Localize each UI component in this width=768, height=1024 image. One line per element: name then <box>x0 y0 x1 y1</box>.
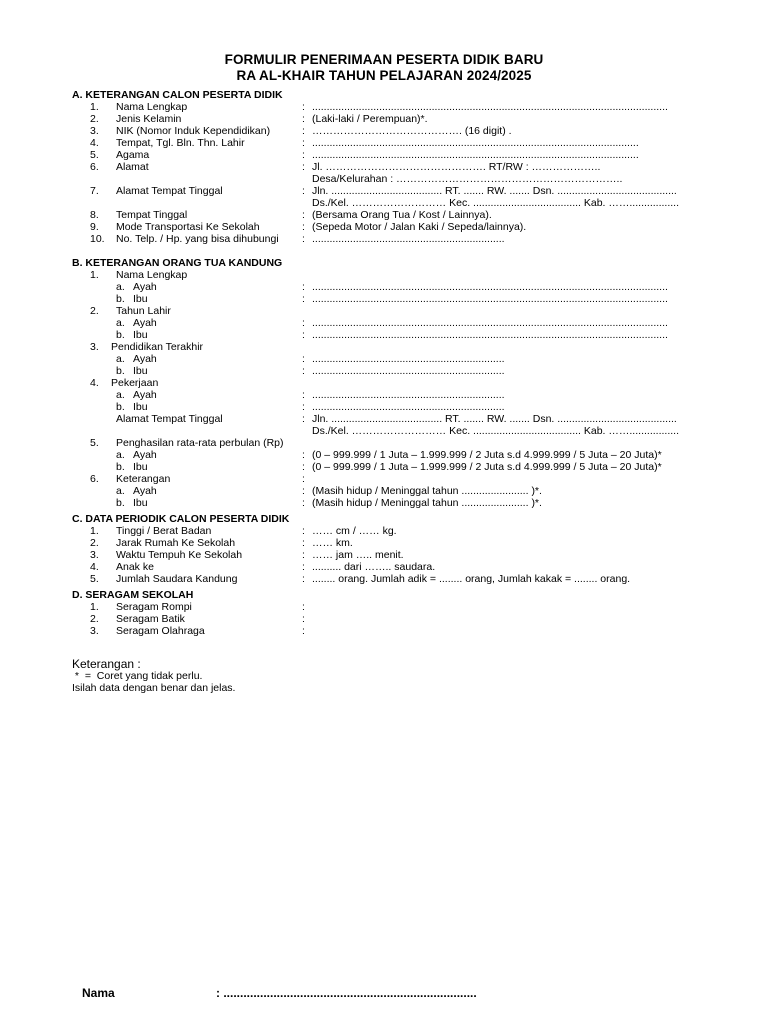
colon-separator: : <box>302 149 305 161</box>
field-label: Ibu <box>133 293 148 305</box>
row-number: 3. <box>90 341 99 353</box>
colon-separator: : <box>302 101 305 113</box>
field-label: Nama Lengkap <box>116 101 188 113</box>
row-number: 1. <box>90 269 99 281</box>
field-label: Alamat Tempat Tinggal <box>116 413 223 425</box>
sub-number: a. <box>116 353 125 365</box>
field-value[interactable]: ........ orang. Jumlah adik = ........ orang, Jumlah kakak = ........ orang. <box>312 573 631 585</box>
colon-separator: : <box>302 233 305 245</box>
row-number: 3. <box>90 549 99 561</box>
field-label: Ayah <box>133 353 157 365</box>
colon-separator: : <box>302 497 305 509</box>
row-number: 7. <box>90 185 99 197</box>
field-value[interactable]: (Masih hidup / Meninggal tahun ....................... )*. <box>312 497 542 509</box>
row-number: 3. <box>90 625 99 637</box>
row-number: 4. <box>90 561 99 573</box>
colon-separator: : <box>302 125 305 137</box>
colon-separator: : <box>302 561 305 573</box>
field-label: Seragam Olahraga <box>116 625 205 637</box>
field-value[interactable]: (Bersama Orang Tua / Kost / Lainnya). <box>312 209 492 221</box>
field-value[interactable]: .................................................................. <box>312 389 505 401</box>
row-number: 3. <box>90 125 99 137</box>
field-label: No. Telp. / Hp. yang bisa dihubungi <box>116 233 279 245</box>
field-value[interactable]: …… km. <box>312 537 353 549</box>
field-label: Jarak Rumah Ke Sekolah <box>116 537 236 549</box>
field-value[interactable]: .......................................................................................................................... <box>312 329 668 341</box>
colon-separator: : <box>302 293 305 305</box>
field-label: Keterangan <box>116 473 171 485</box>
sub-number: a. <box>116 281 125 293</box>
row-number: 5. <box>90 437 99 449</box>
field-label: Seragam Batik <box>116 613 185 625</box>
field-label: Ayah <box>133 485 157 497</box>
field-label: NIK (Nomor Induk Kependidikan) <box>116 125 271 137</box>
field-value[interactable]: .................................................................. <box>312 353 505 365</box>
sub-number: b. <box>116 365 125 377</box>
form-title: FORMULIR PENERIMAAN PESERTA DIDIK BARU <box>224 52 544 67</box>
notes-heading: Keterangan : <box>72 657 141 671</box>
field-value[interactable]: (Masih hidup / Meninggal tahun ....................... )*. <box>312 485 542 497</box>
form-subtitle: RA AL-KHAIR TAHUN PELAJARAN 2024/2025 <box>236 68 532 83</box>
colon-separator: : <box>302 601 305 613</box>
colon-separator: : <box>302 113 305 125</box>
row-number: 2. <box>90 113 99 125</box>
sub-number: a. <box>116 485 125 497</box>
colon-separator: : <box>302 329 305 341</box>
field-label: Seragam Rompi <box>116 601 192 613</box>
row-number: 5. <box>90 573 99 585</box>
colon-separator: : <box>302 449 305 461</box>
notes-line-2: Isilah data dengan benar dan jelas. <box>72 682 236 694</box>
sub-number: b. <box>116 497 125 509</box>
row-number: 2. <box>90 305 99 317</box>
sub-number: b. <box>116 461 125 473</box>
field-label: Tinggi / Berat Badan <box>116 525 212 537</box>
colon-separator: : <box>302 317 305 329</box>
field-value[interactable]: Ds./Kel. ……………………… Kec. ..................................... Kab. ……................. <box>312 425 679 437</box>
field-value[interactable]: .................................................................. <box>312 233 505 245</box>
colon-separator: : <box>302 389 305 401</box>
field-label: Mode Transportasi Ke Sekolah <box>116 221 260 233</box>
colon-separator: : <box>302 613 305 625</box>
row-number: 6. <box>90 161 99 173</box>
colon-separator: : <box>302 281 305 293</box>
colon-separator: : <box>302 353 305 365</box>
colon-separator: : <box>302 473 305 485</box>
field-label: Pekerjaan <box>111 377 159 389</box>
field-label: Ibu <box>133 365 148 377</box>
field-value[interactable]: Jl. ………………………………………. RT/RW : ……………….. <box>312 161 601 173</box>
field-label: Nama Lengkap <box>116 269 188 281</box>
field-value[interactable]: .......................................................................................................................... <box>312 317 668 329</box>
row-number: 10. <box>90 233 105 245</box>
colon-separator: : <box>302 209 305 221</box>
colon-separator: : <box>302 365 305 377</box>
field-label: Tempat, Tgl. Bln. Thn. Lahir <box>116 137 245 149</box>
field-value[interactable]: (Laki-laki / Perempuan)*. <box>312 113 428 125</box>
sub-number: a. <box>116 449 125 461</box>
signature-name-label: Nama <box>82 986 115 1000</box>
field-value[interactable]: (Sepeda Motor / Jalan Kaki / Sepeda/lainnya). <box>312 221 527 233</box>
field-label: Tempat Tinggal <box>116 209 188 221</box>
row-number: 2. <box>90 537 99 549</box>
field-value[interactable]: (0 – 999.999 / 1 Juta – 1.999.999 / 2 Juta s.d 4.999.999 / 5 Juta – 20 Juta)* <box>312 461 662 473</box>
field-value[interactable]: ……………………………………. (16 digit) . <box>312 125 512 137</box>
row-number: 1. <box>90 601 99 613</box>
field-value[interactable]: .......................................................................................................................... <box>312 101 668 113</box>
field-value[interactable]: .................................................................. <box>312 365 505 377</box>
signature-name-field[interactable]: : ............................................................................ <box>216 986 477 1000</box>
row-number: 1. <box>90 101 99 113</box>
colon-separator: : <box>302 537 305 549</box>
field-value[interactable]: Ds./Kel. ……………………… Kec. ..................................... Kab. ……................. <box>312 197 679 209</box>
row-number: 2. <box>90 613 99 625</box>
field-label: Pendidikan Terakhir <box>111 341 204 353</box>
field-value[interactable]: Jln. ...................................... RT. ....... RW. ....... Dsn. ......................................... <box>312 185 677 197</box>
row-number: 1. <box>90 525 99 537</box>
field-label: Ibu <box>133 401 148 413</box>
colon-separator: : <box>302 401 305 413</box>
field-label: Waktu Tempuh Ke Sekolah <box>116 549 243 561</box>
field-label: Ibu <box>133 329 148 341</box>
field-label: Ayah <box>133 281 157 293</box>
colon-separator: : <box>302 573 305 585</box>
field-value[interactable]: .......... dari …….. saudara. <box>312 561 436 573</box>
row-number: 6. <box>90 473 99 485</box>
field-label: Penghasilan rata-rata perbulan (Rp) <box>116 437 284 449</box>
field-label: Alamat <box>116 161 149 173</box>
row-number: 8. <box>90 209 99 221</box>
sub-number: a. <box>116 317 125 329</box>
field-label: Anak ke <box>116 561 154 573</box>
colon-separator: : <box>302 485 305 497</box>
field-label: Ibu <box>133 497 148 509</box>
sub-number: b. <box>116 329 125 341</box>
field-value[interactable]: ................................................................................................................ <box>312 137 639 149</box>
field-value[interactable]: .......................................................................................................................... <box>312 293 668 305</box>
field-label: Jumlah Saudara Kandung <box>116 573 238 585</box>
colon-separator: : <box>302 461 305 473</box>
notes-line-1: * = Coret yang tidak perlu. <box>72 670 203 682</box>
field-label: Jenis Kelamin <box>116 113 182 125</box>
sub-number: b. <box>116 293 125 305</box>
field-label: Tahun Lahir <box>116 305 171 317</box>
colon-separator: : <box>302 221 305 233</box>
colon-separator: : <box>302 413 305 425</box>
row-number: 4. <box>90 137 99 149</box>
field-value[interactable]: …… jam ….. menit. <box>312 549 404 561</box>
field-label: Ibu <box>133 461 148 473</box>
row-number: 9. <box>90 221 99 233</box>
colon-separator: : <box>302 549 305 561</box>
sub-number: b. <box>116 401 125 413</box>
row-number: 4. <box>90 377 99 389</box>
field-label: Ayah <box>133 389 157 401</box>
sub-number: a. <box>116 389 125 401</box>
field-value[interactable]: …… cm / …… kg. <box>312 525 397 537</box>
field-value[interactable]: Jln. ...................................... RT. ....... RW. ....... Dsn. ......................................... <box>312 413 677 425</box>
field-label: Ayah <box>133 449 157 461</box>
colon-separator: : <box>302 525 305 537</box>
colon-separator: : <box>302 161 305 173</box>
field-label: Ayah <box>133 317 157 329</box>
field-label: Alamat Tempat Tinggal <box>116 185 223 197</box>
section-b-heading: B. KETERANGAN ORANG TUA KANDUNG <box>72 257 283 269</box>
row-number: 5. <box>90 149 99 161</box>
field-value[interactable]: .................................................................. <box>312 401 505 413</box>
field-value[interactable]: (0 – 999.999 / 1 Juta – 1.999.999 / 2 Juta s.d 4.999.999 / 5 Juta – 20 Juta)* <box>312 449 662 461</box>
field-value[interactable]: .......................................................................................................................... <box>312 281 668 293</box>
section-d-heading: D. SERAGAM SEKOLAH <box>72 589 194 601</box>
section-a-heading: A. KETERANGAN CALON PESERTA DIDIK <box>72 89 283 101</box>
colon-separator: : <box>302 137 305 149</box>
section-c-heading: C. DATA PERIODIK CALON PESERTA DIDIK <box>72 513 290 525</box>
colon-separator: : <box>302 185 305 197</box>
field-value[interactable]: Desa/Kelurahan : ……………………………………………………….. <box>312 173 623 185</box>
colon-separator: : <box>302 625 305 637</box>
field-label: Agama <box>116 149 150 161</box>
field-value[interactable]: ................................................................................................................ <box>312 149 639 161</box>
